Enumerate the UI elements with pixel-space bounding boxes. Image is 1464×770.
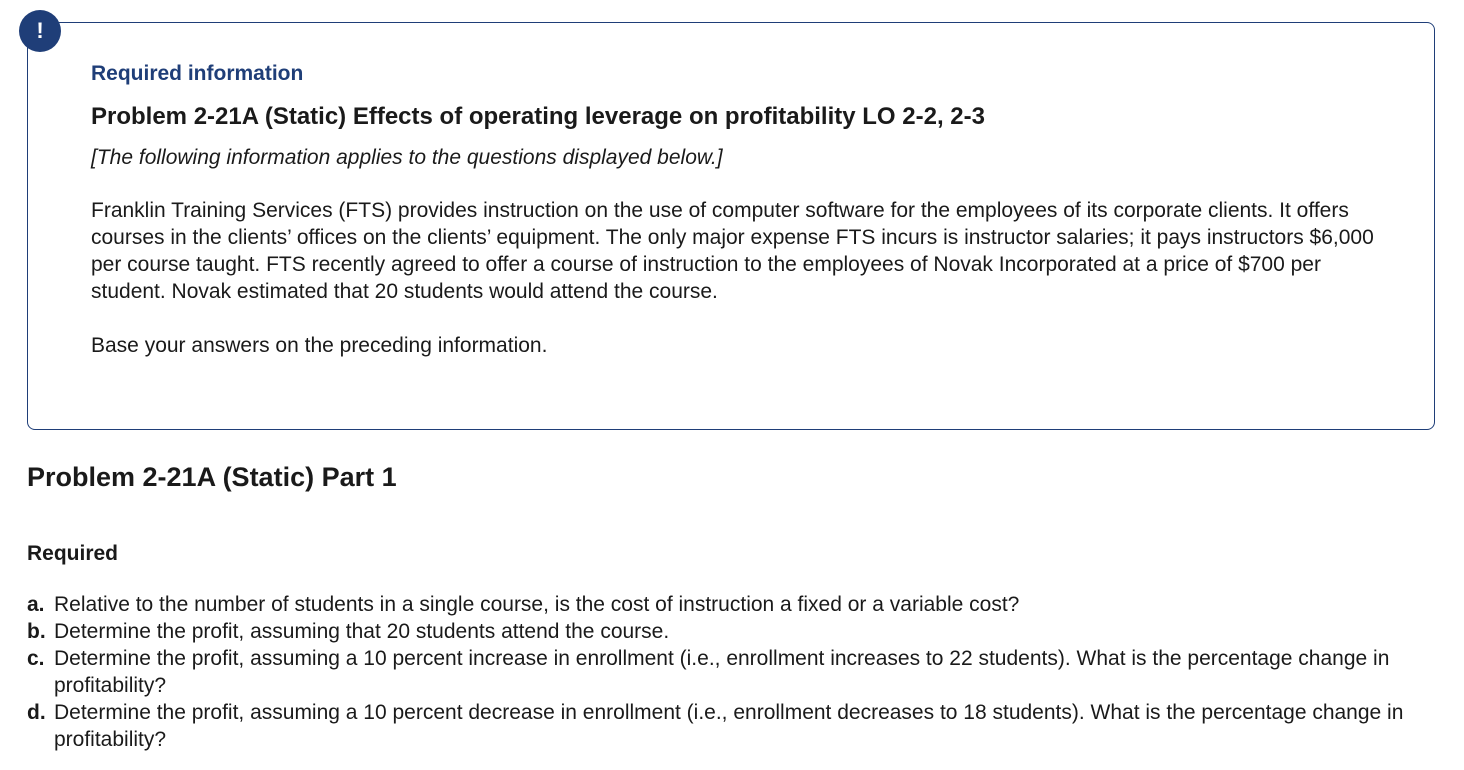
question-b [27, 618, 1427, 645]
question-text: Determine the profit, assuming a 10 percent decrease in enrollment (i.e., enrollment decreases to 18 students). What is the percentage change in profitability? [54, 701, 1404, 751]
question-d [27, 699, 1427, 753]
info-box-content [91, 59, 1391, 359]
question-c [27, 645, 1427, 699]
problem-description: Franklin Training Services (FTS) provides instruction on the use of computer software for the employees of its corporate clients. It offers courses in the clients’ offices on the clients’ equipment. The only major expense FTS incurs is instructor salaries; it pays instructors $6,000 per course taught. FTS recently agreed to offer a course of instruction to the employees of Novak Incorporated at a price of $700 per student. Novak estimated that 20 students would attend the course. [91, 199, 1374, 303]
question-letter: a. [27, 593, 45, 616]
required-heading: Required [27, 542, 119, 565]
questions-list [27, 591, 1427, 753]
exclamation-icon: ! [19, 10, 61, 52]
base-answers-note: Base your answers on the preceding information. [91, 334, 548, 357]
question-text: Determine the profit, assuming a 10 percent increase in enrollment (i.e., enrollment increases to 22 students). What is the percentage change in profitability? [54, 647, 1390, 697]
question-letter: b. [27, 620, 46, 643]
question-letter: d. [27, 701, 46, 724]
question-text: Determine the profit, assuming that 20 students attend the course. [54, 620, 670, 643]
part-title: Problem 2-21A (Static) Part 1 [27, 462, 397, 492]
problem-title: Problem 2-21A (Static) Effects of operating leverage on profitability LO 2-2, 2-3 [91, 103, 985, 130]
required-information-box [27, 22, 1435, 430]
applies-note: [The following information applies to the questions displayed below.] [91, 146, 723, 169]
question-text: Relative to the number of students in a single course, is the cost of instruction a fixed or a variable cost? [54, 593, 1020, 616]
question-a [27, 591, 1427, 618]
required-information-heading: Required information [91, 62, 304, 85]
question-letter: c. [27, 647, 45, 670]
